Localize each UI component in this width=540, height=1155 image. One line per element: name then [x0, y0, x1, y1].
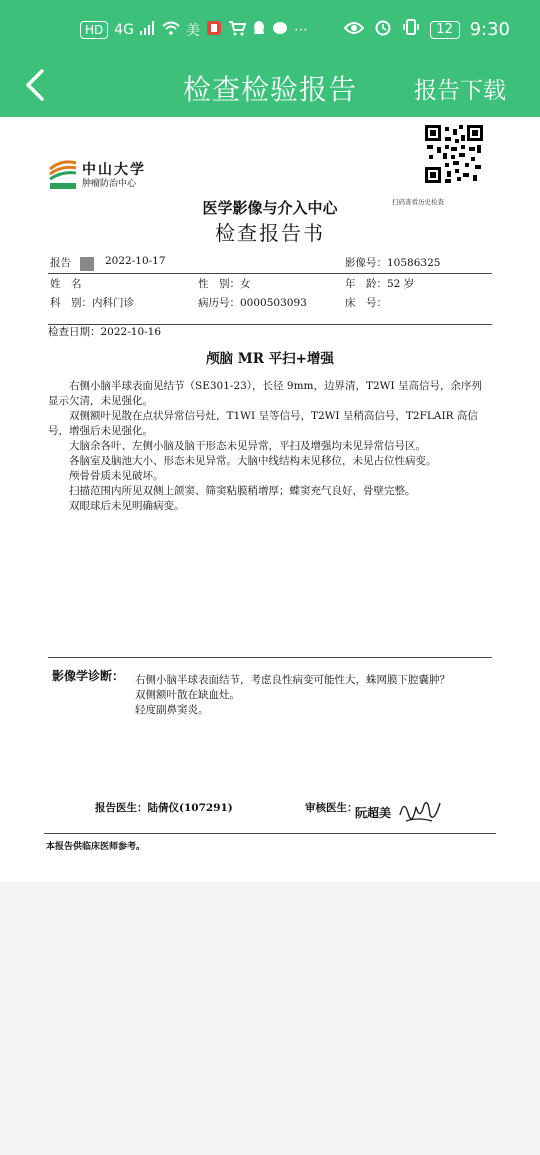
notification-book-icon [206, 20, 222, 40]
diagnosis-line: 双侧额叶散在缺血灶。 [135, 689, 240, 701]
finding-line: 扫描范围内所见双侧上颌窦、筛窦粘膜稍增厚；蝶窦充气良好，骨壁完整。 [69, 485, 416, 497]
divider [48, 273, 492, 274]
hd-indicator: HD [80, 21, 108, 39]
reviewing-doctor-label: 审核医生： [305, 802, 358, 814]
clock: 9:30 [469, 19, 510, 40]
finding-line: 颅骨骨质未见破坏。 [69, 470, 164, 482]
diagnosis-line: 右侧小脑半球表面结节，考虑良性病变可能性大，蛛网膜下腔囊肿？ [135, 674, 450, 686]
navigation-header [0, 62, 540, 117]
footnote: 本报告供临床医师参考。 [46, 842, 146, 852]
signature-icon [398, 795, 442, 825]
imaging-center-name: 医学影像与介入中心 [202, 199, 338, 217]
bed-number: 床 号： [345, 297, 387, 309]
age: 年 龄：52 岁 [345, 278, 415, 290]
finding-line: 大脑余各叶、左侧小脑及脑干形态未见异常，平扫及增强均未见异常信号区。 [69, 440, 426, 452]
finding-line: 各脑室及脑池大小、形态未见异常。大脑中线结构未见移位，未见占位性病变。 [69, 455, 437, 467]
diagnosis-section [135, 673, 450, 718]
logo-center-name: 肿瘤防治中心 [82, 179, 137, 189]
logo-university-name: 中山大学 [82, 162, 146, 178]
app-indicator: 美 [186, 23, 201, 39]
status-right [344, 18, 510, 41]
download-report-button[interactable]: 报告下载 [414, 78, 506, 104]
divider [44, 833, 496, 834]
report-date: 2022-10-17 [105, 255, 166, 267]
report-title: 检查报告书 [215, 221, 325, 245]
wifi-icon [162, 21, 180, 39]
status-left [80, 20, 308, 40]
chat-icon [272, 21, 288, 40]
findings-section [48, 379, 488, 514]
finding-line: 双眼球后未见明确病变。 [69, 500, 185, 512]
reporting-doctor: 报告医生：陆倩仪(107291) [95, 802, 233, 814]
cart-icon [228, 20, 246, 40]
qr-code-icon[interactable] [425, 125, 483, 183]
finding-line: 右侧小脑半球表面见结节（SE301-23），长径 9mm，边界清，T2WI 呈高信号，余序列显示欠清，未见强化。 [48, 380, 482, 407]
patient-name-label: 姓 名 [50, 278, 82, 290]
exam-date: 检查日期：2022-10-16 [48, 326, 162, 338]
vibrate-icon [402, 18, 420, 41]
page-title: 检查检验报告 [182, 73, 357, 106]
network-indicator: 4G [114, 22, 135, 38]
redaction-block [80, 257, 94, 271]
record-number: 病历号：0000503093 [198, 297, 307, 309]
image-number: 影像号：10586325 [345, 257, 441, 269]
department: 科 别：内科门诊 [50, 297, 134, 309]
battery-icon: 12 [430, 21, 460, 39]
gender: 性 别：女 [198, 278, 251, 290]
more-notifications-icon: ⋯ [294, 22, 309, 38]
qr-caption: 扫码查看历史检查 [392, 198, 444, 206]
report-date-label: 报告 [50, 257, 71, 269]
alarm-icon [374, 18, 392, 41]
hospital-logo [48, 157, 148, 191]
logo-emblem-icon [48, 157, 80, 191]
finding-line: 双侧额叶见散在点状异常信号灶，T1WI 呈等信号，T2WI 呈稍高信号，T2FLAIR 高信号，增强后未见强化。 [48, 410, 478, 437]
signal-icon [140, 21, 156, 39]
divider [48, 657, 492, 658]
eye-comfort-icon [344, 19, 364, 40]
diagnosis-line: 轻度副鼻窦炎。 [135, 704, 209, 716]
status-bar [0, 0, 540, 62]
reviewing-doctor-name: 阮超美 [355, 806, 392, 820]
exam-name: 颅脑 MR 平扫+增强 [206, 351, 334, 367]
app-top-bar [0, 0, 540, 117]
report-sheet [0, 117, 540, 882]
qq-icon [252, 20, 266, 40]
diagnosis-label: 影像学诊断： [52, 669, 125, 683]
